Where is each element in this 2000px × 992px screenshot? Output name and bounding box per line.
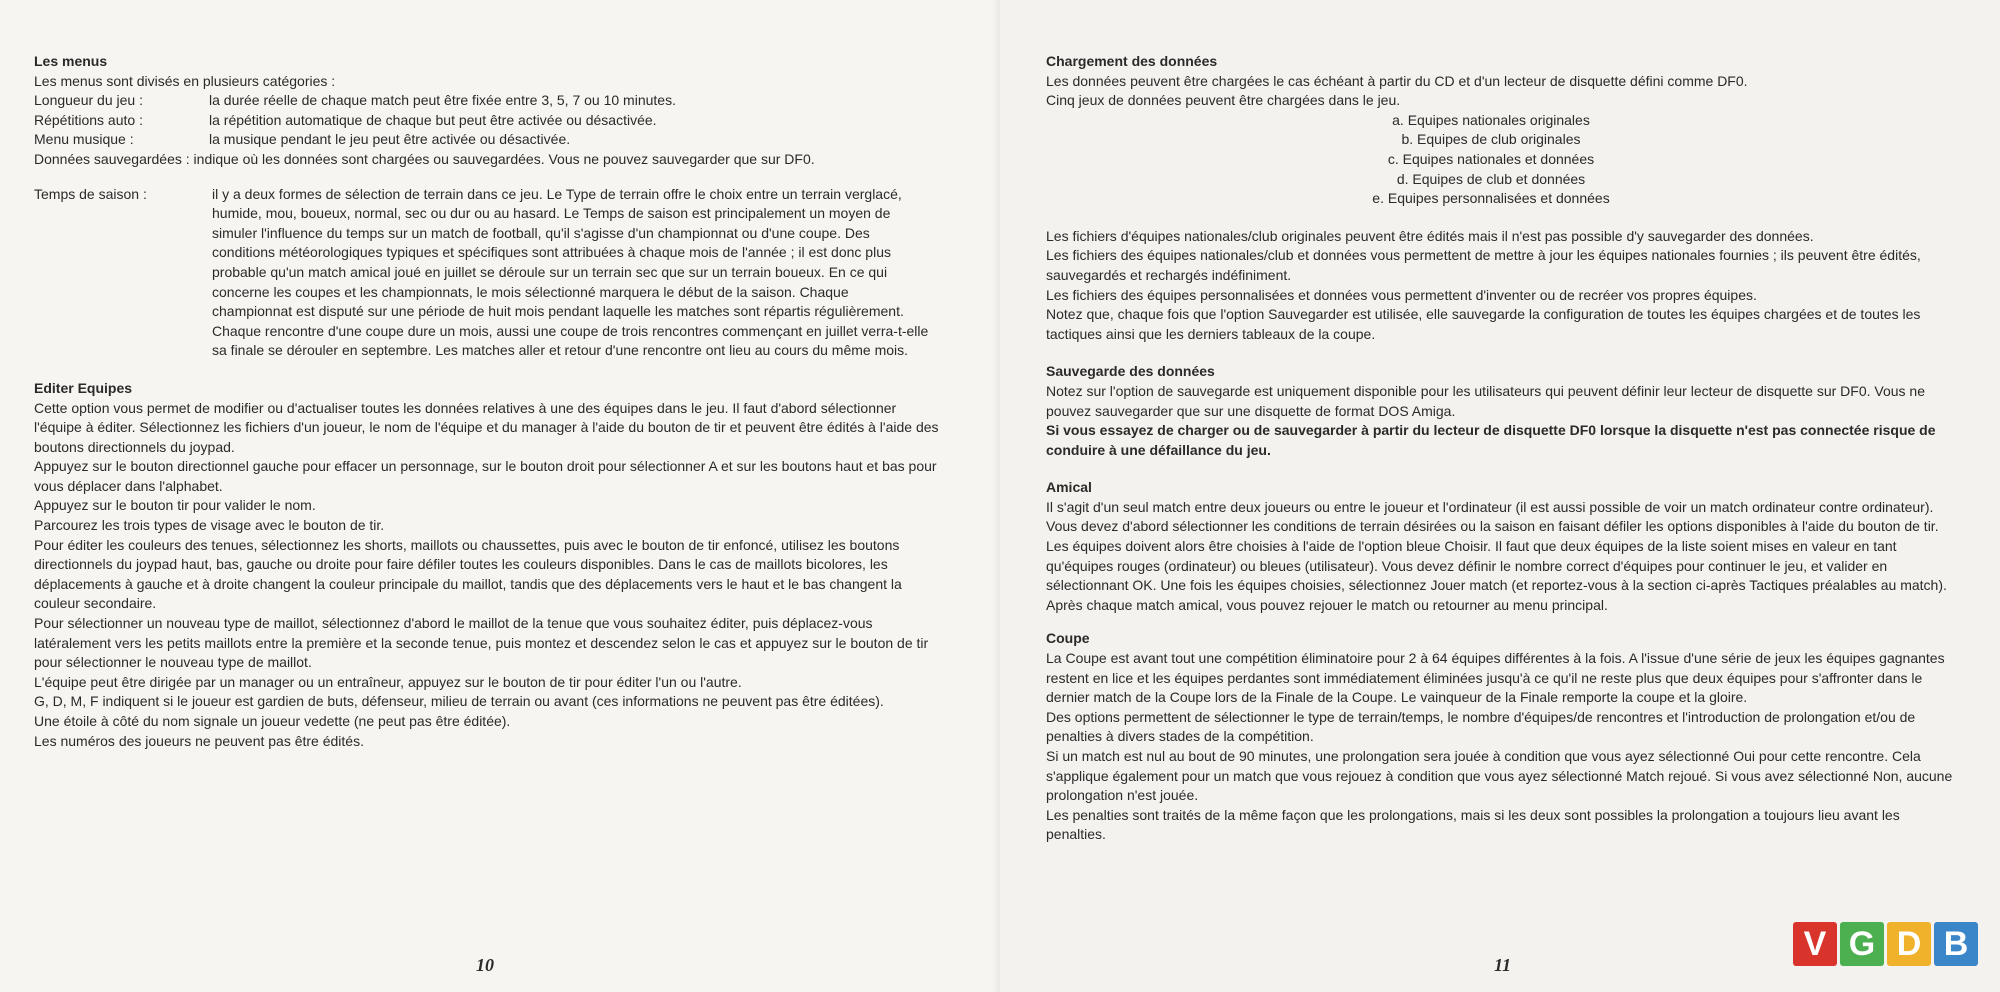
menu-item-term: Menu musique : — [34, 131, 134, 148]
page-number-left: 10 — [476, 955, 494, 975]
amical-paragraph: Vous devez d'abord sélectionner les conditions de terrain désirées ou la saison en faisant défiler les options disponibles à l'aide du bouton de tir. — [1046, 518, 1939, 535]
menu-item-musique — [34, 130, 939, 150]
fichiers-paragraph: Les fichiers d'équipes nationales/club originales peuvent être édités mais il n'est pas possible d'y sauvegarder des données. — [1046, 227, 1814, 244]
list-item: a. Equipes nationales originales — [1392, 111, 1590, 128]
coupe-paragraph: Des options permettent de sélectionner le type de terrain/temps, le nombre d'équipes/de rencontres et l'introduction de prolongation et/ou de penalties à divers stades de la compétition. — [1046, 708, 1916, 745]
coupe-heading: Coupe — [1046, 630, 1090, 647]
editer-paragraph: Les numéros des joueurs ne peuvent pas être édités. — [34, 732, 364, 749]
amical-paragraph: Après chaque match amical, vous pouvez rejouer le match ou retourner au menu principal. — [1046, 596, 1608, 613]
saison-text: il y a deux formes de sélection de terrain dans ce jeu. Le Type de terrain offre le choix entre un terrain verglacé, humide, mou, boueux, normal, sec ou dur ou au hasard. Le Temps de saison est principalement un moyen de simuler l'influence du temps sur un match de football, qu'il s'agisse d'un championnat ou d'une coupe. Des conditions météorologiques typiques et spécifiques sont attribuées à chaque mois de l'année ; il est donc plus probable qu'un match amical joué en juillet se déroule sur un terrain sec que sur un terrain boueux. En ce qui concerne les coupes et les championnats, le mois sélectionné marquera le début de la saison. Chaque championnat est disputé sur une période de huit mois pendant laquelle les matches sont répartis régulièrement. Chaque rencontre d'une coupe dure un mois, aussi une coupe de trois rencontres commençant en juillet verra-t-elle sa finale se dérouler en septembre. Les matches aller et retour d'une rencontre ont lieu au cours du même mois. — [212, 185, 929, 359]
editer-equipes-heading: Editer Equipes — [34, 379, 133, 396]
menu-item-longueur — [34, 91, 939, 111]
fichiers-paragraph: Les fichiers des équipes personnalisées et données vous permettent d'inventer ou de recréer vos propres équipes. — [1046, 286, 1757, 303]
menu-item-desc: la musique pendant le jeu peut être activée ou désactivée. — [209, 131, 571, 148]
amical-paragraph: Les équipes doivent alors être choisies à l'aide de l'option bleue Choisir. Il faut que deux équipes de la liste soient mises en valeur en tant qu'équipes rouges (ordinateur) ou bleues (utilisateur). Vous devez définir le nombre correct d'équipes pour continuer le jeu, et valider en sélectionnant OK. Une fois les équipes choisies, sélectionnez Jouer match (et reportez-vous à la section ci-après Tactiques préalables au match). — [1046, 538, 1947, 594]
editer-paragraph: Une étoile à côté du nom signale un joueur vedette (ne peut pas être éditée). — [34, 713, 511, 729]
logo-letter-b: B — [1934, 922, 1978, 966]
amical-section — [1046, 478, 1956, 615]
chargement-heading: Chargement des données — [1046, 53, 1218, 69]
menu-item-term: Longueur du jeu : — [34, 92, 143, 109]
editer-paragraph: Parcourez les trois types de visage avec le bouton de tir. — [34, 517, 385, 534]
list-item: b. Equipes de club originales — [1401, 131, 1581, 148]
right-page — [1000, 0, 2000, 992]
coupe-paragraph: Si un match est nul au bout de 90 minutes, une prolongation sera jouée à condition que vous ayez sélectionné Oui pour cette rencontre. Cela s'applique également pour un match que vous rejouez à condition que vous ayez sélectionné Match rejoué. Si vous avez sélectionné Non, aucune prolongation n'est jouée. — [1046, 748, 1953, 804]
editer-paragraph: G, D, M, F indiquent si le joueur est gardien de buts, défenseur, milieu de terrain ou avant (ces informations ne peuvent pas être éditées). — [34, 693, 884, 710]
right-column — [1046, 52, 1956, 845]
left-column — [34, 52, 939, 751]
menu-item-term: Répétitions auto : — [34, 111, 143, 128]
fichiers-section — [1046, 227, 1956, 345]
logo-letter-v: V — [1793, 922, 1837, 966]
jeux-de-donnees-list — [1346, 111, 1636, 209]
sauvegarde-heading: Sauvegarde des données — [1046, 363, 1215, 380]
editer-paragraph: Cette option vous permet de modifier ou d'actualiser toutes les données relatives à une des équipes dans le jeu. Il faut d'abord sélectionner l'équipe à éditer. Sélectionnez les fichiers d'un joueur, le nom de l'équipe et du manager à l'aide du bouton de tir et peuvent être édités à l'aide des boutons directionnels du joypad. — [34, 399, 939, 455]
menus-heading: Les menus — [34, 53, 108, 69]
coupe-paragraph: La Coupe est avant tout une compétition éliminatoire pour 2 à 64 équipes différentes à la fois. A l'issue d'une série de jeux les équipes gagnantes restent en lice et les équipes perdantes sont immédiatement éliminées jusqu'à ce qu'il ne reste plus que deux équipes pour s'affronter dans le dernier match de la Coupe lors de la Finale de la Coupe. Le vainqueur de la Finale remporte la coupe et la gloire. — [1046, 650, 1945, 706]
list-item: e. Equipes personnalisées et données — [1372, 190, 1610, 207]
page-number-right: 11 — [1494, 955, 1512, 975]
menu-item-desc: la durée réelle de chaque match peut être fixée entre 3, 5, 7 ou 10 minutes. — [209, 92, 676, 109]
coupe-paragraph: Les penalties sont traités de la même façon que les prolongations, mais si les deux sont possibles la prolongation a toujours lieu avant les penalties. — [1046, 806, 1900, 843]
editer-paragraph: Pour sélectionner un nouveau type de maillot, sélectionnez d'abord le maillot de la tenue que vous souhaitez éditer, puis déplacez-vous latéralement vers les petits maillots entre la première et la seconde tenue, puis montez et descendez selon le cas et appuyez sur le bouton de tir pour sélectionner le nouveau type de maillot. — [34, 615, 929, 671]
saison-term: Temps de saison : — [34, 185, 147, 202]
donnees-sauvegardees-line: Données sauvegardées : indique où les données sont chargées ou sauvegardées. Vous ne pouvez sauvegarder que sur DF0. — [34, 150, 815, 167]
logo-letter-d: D — [1887, 922, 1931, 966]
temps-de-saison — [34, 185, 939, 361]
editer-paragraph: L'équipe peut être dirigée par un manager ou un entraîneur, appuyez sur le bouton de tir pour éditer l'un ou l'autre. — [34, 673, 742, 690]
chargement-line: Les données peuvent être chargées le cas échéant à partir du CD et d'un lecteur de disquette défini comme DF0. — [1046, 72, 1748, 89]
logo-letter-g: G — [1840, 922, 1884, 966]
amical-heading: Amical — [1046, 479, 1092, 496]
sauvegarde-warning: Si vous essayez de charger ou de sauvegarder à partir du lecteur de disquette DF0 lorsque la disquette n'est pas connectée risque de conduire à une défaillance du jeu. — [1046, 422, 1936, 458]
menu-item-desc: la répétition automatique de chaque but peut être activée ou désactivée. — [209, 111, 657, 128]
menu-item-repetitions — [34, 111, 939, 131]
list-item: d. Equipes de club et données — [1396, 170, 1586, 187]
sauvegarde-section — [1046, 362, 1956, 460]
vgdb-logo — [1793, 922, 1981, 966]
editer-paragraph: Pour éditer les couleurs des tenues, sélectionnez les shorts, maillots ou chaussettes, puis avec le bouton de tir enfoncé, utilisez les boutons directionnels du joypad haut, bas, gauche ou droite pour faire défiler toutes les couleurs disponibles. Dans le cas de maillots bicolores, les déplacements à gauche et à droite changent la couleur principale du maillot, tandis que des déplacements vers le haut et le bas changent la couleur secondaire. — [34, 536, 902, 612]
sauvegarde-text: Notez sur l'option de sauvegarde est uniquement disponible pour les utilisateurs qui peuvent définir leur lecteur de disquette sur DF0. Vous ne pouvez sauvegarder que sur une disquette de format DOS Amiga. — [1046, 382, 1925, 419]
editer-equipes-section — [34, 379, 939, 751]
menus-intro: Les menus sont divisés en plusieurs catégories : — [34, 72, 336, 89]
editer-paragraph: Appuyez sur le bouton tir pour valider le nom. — [34, 497, 316, 514]
amical-paragraph: Il s'agit d'un seul match entre deux joueurs ou entre le joueur et l'ordinateur (il est aussi possible de voir un match ordinateur contre ordinateur). — [1046, 498, 1934, 515]
list-item: c. Equipes nationales et données — [1387, 150, 1595, 167]
fichiers-paragraph: Notez que, chaque fois que l'option Sauvegarder est utilisée, elle sauvegarde la configuration de toutes les équipes chargées et de toutes les tactiques ainsi que les derniers tableaux de la coupe. — [1046, 306, 1921, 342]
chargement-line: Cinq jeux de données peuvent être chargées dans le jeu. — [1046, 92, 1401, 109]
editer-paragraph: Appuyez sur le bouton directionnel gauche pour effacer un personnage, sur le bouton droit pour sélectionner A et sur les boutons haut et bas pour vous déplacer dans l'alphabet. — [34, 458, 937, 494]
coupe-section — [1046, 629, 1956, 845]
fichiers-paragraph: Les fichiers des équipes nationales/club et données vous permettent de mettre à jour les équipes nationales fournies ; ils peuvent être édités, sauvegardés et rechargés indéfiniment. — [1046, 247, 1921, 283]
